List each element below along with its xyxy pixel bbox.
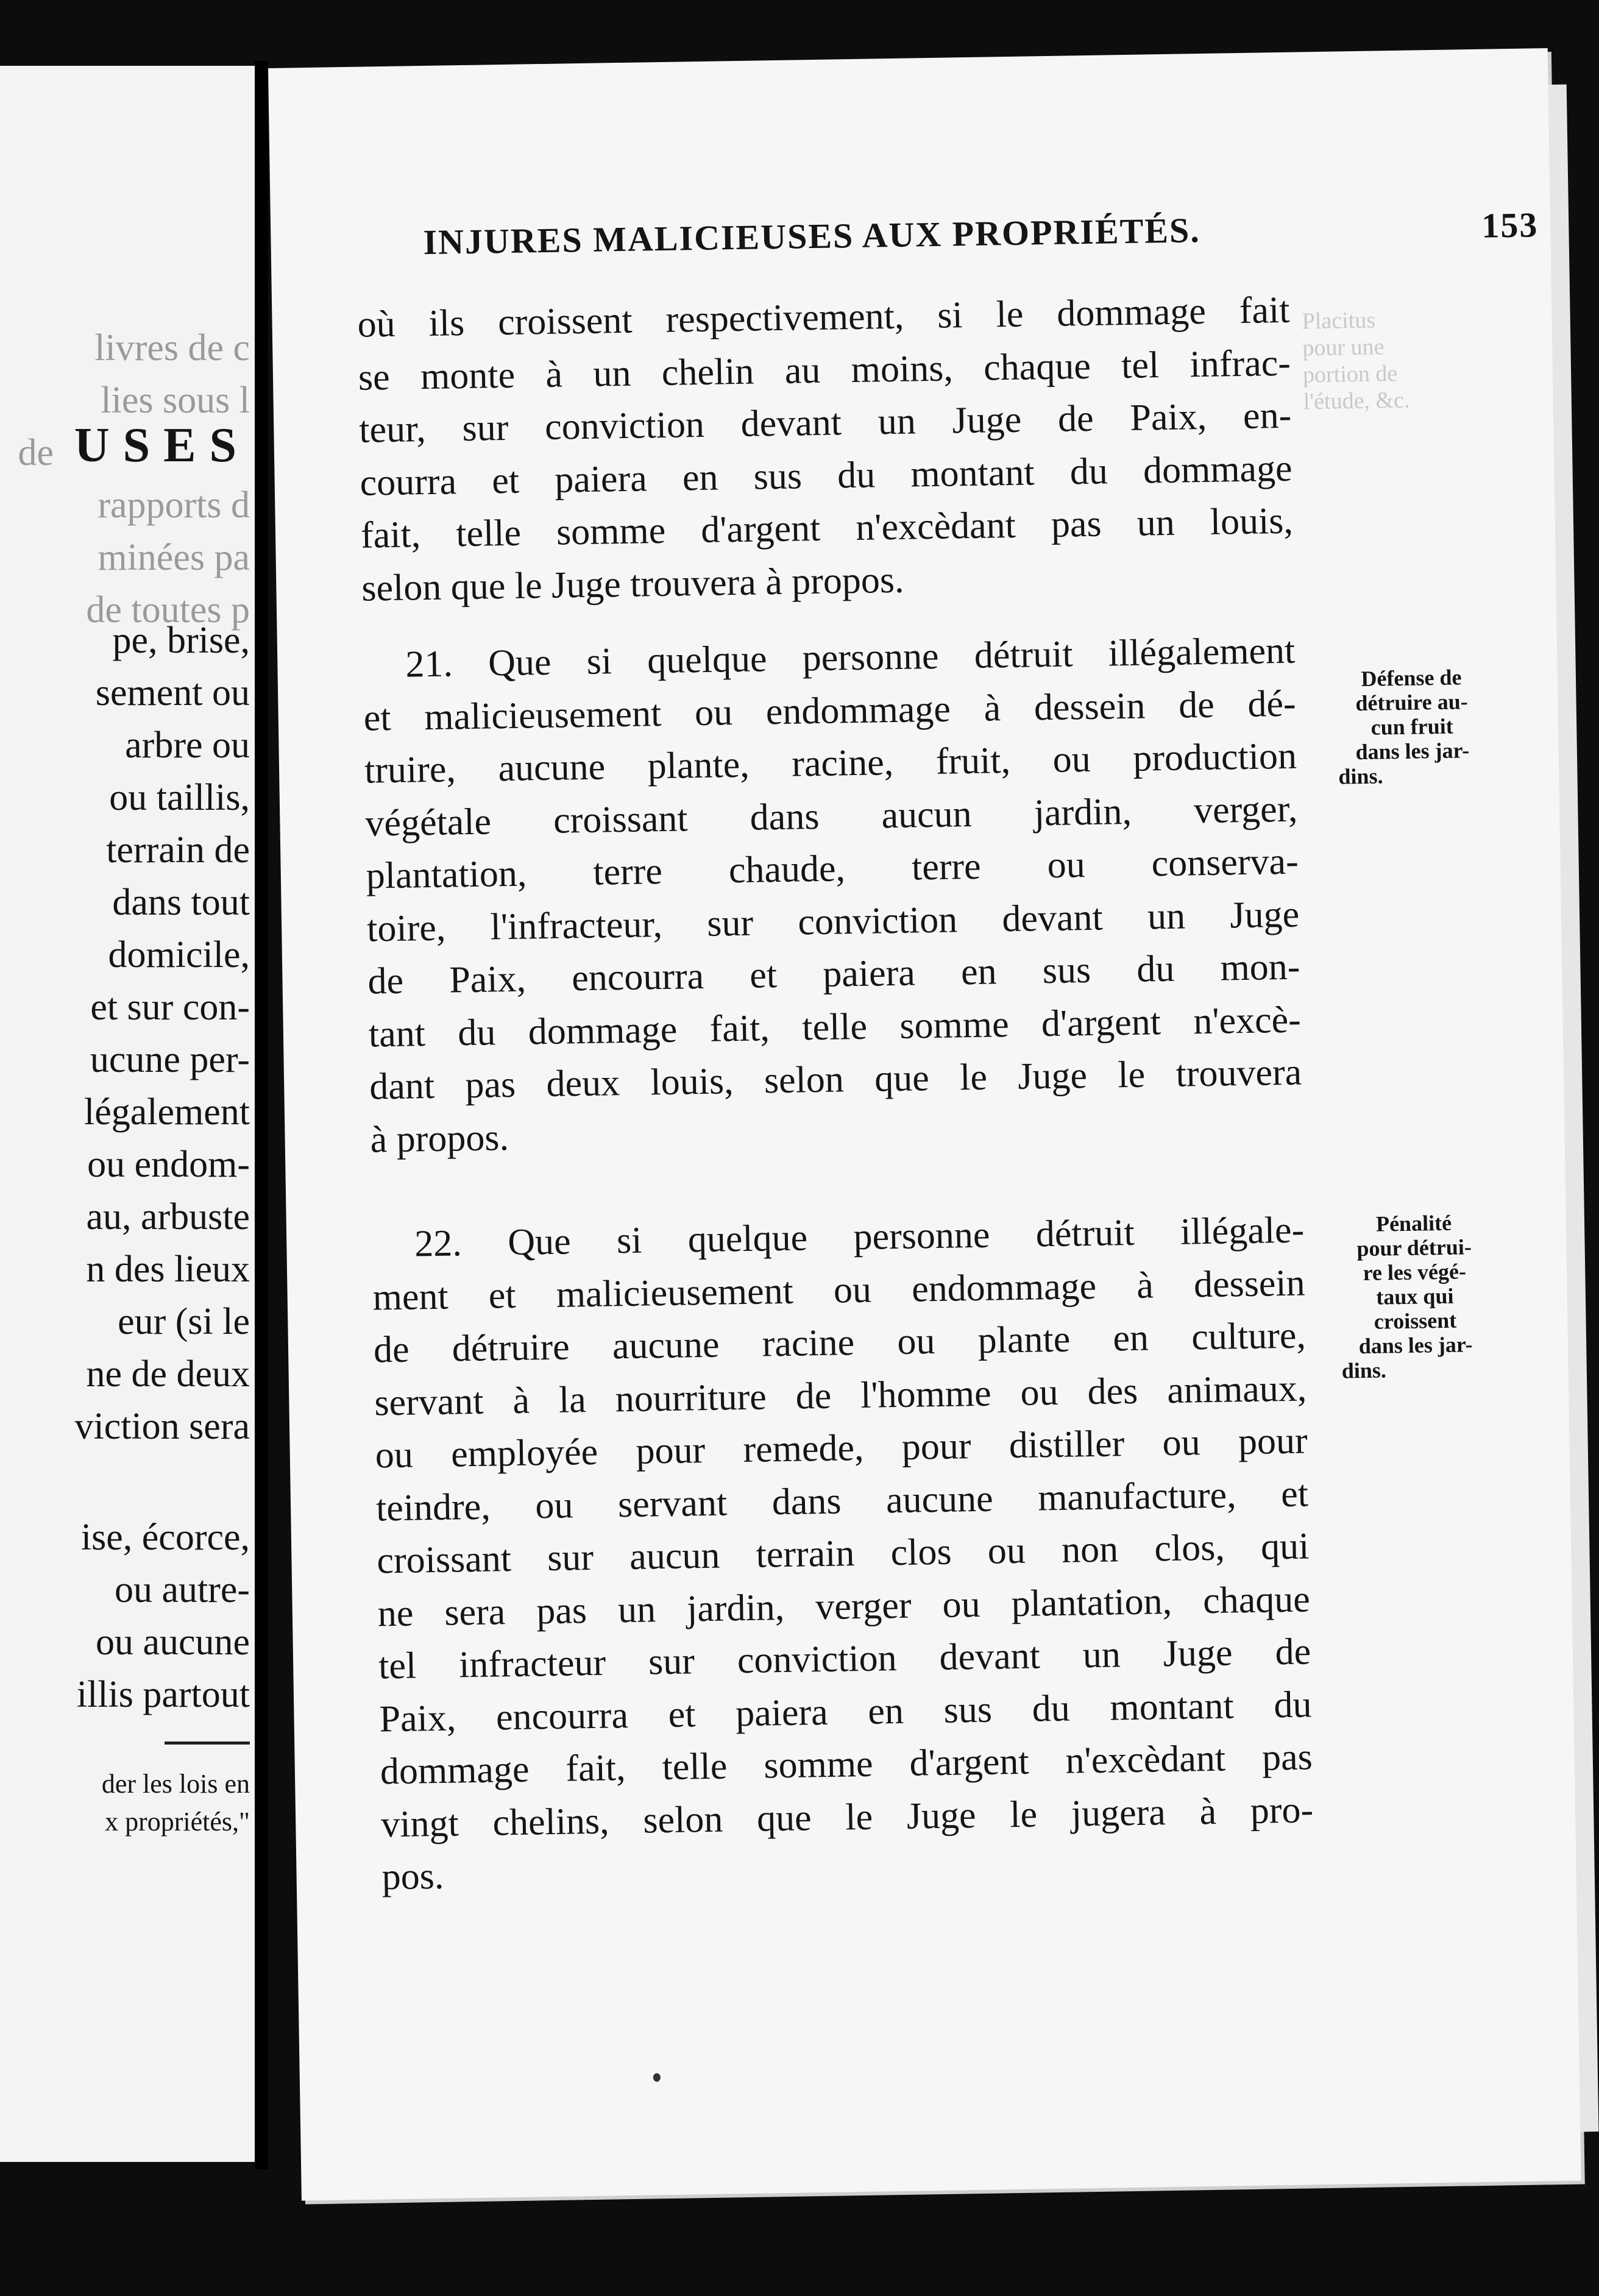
left-footnote-line: x propriétés,": [105, 1807, 250, 1837]
marginal-note-line: croissent: [1374, 1308, 1457, 1334]
left-fragment-line: de toutes p: [86, 589, 250, 631]
left-fragment-line: ucune per-: [90, 1039, 250, 1080]
book-page: [268, 48, 1581, 2201]
left-fragment-line: domicile,: [108, 934, 250, 976]
page-number: 153: [1481, 205, 1539, 246]
marginal-note-penalite: [1335, 1210, 1495, 1383]
left-fragment-line: ise, écorce,: [80, 1517, 250, 1558]
marginal-note-line: dins.: [1338, 764, 1383, 789]
text-line: dommage fait, telle somme d'argent n'excèdant pas: [380, 1736, 1313, 1793]
left-fragment-line: n des lieux: [86, 1249, 250, 1290]
left-page-fragment: [0, 66, 255, 2162]
footnote-rule: [165, 1741, 250, 1745]
text-line: fait, telle somme d'argent n'excèdant pas un louis,: [360, 500, 1294, 556]
text-line: toire, l'infracteur, sur conviction devant un Juge: [366, 893, 1300, 950]
show-through-line: pour une: [1302, 334, 1384, 361]
marginal-note-line: re les végé-: [1363, 1259, 1467, 1286]
text-line: où ils croissent respectivement, si le dommage fait: [357, 289, 1290, 345]
paragraph: [357, 284, 1294, 615]
left-fragment-line: dans tout: [112, 882, 250, 923]
marginal-note-line: dans les jar-: [1358, 1332, 1473, 1359]
left-fragment-line: ou autre-: [114, 1569, 250, 1610]
text-line: ne sera pas un jardin, verger ou plantation, chaque: [377, 1578, 1311, 1634]
marginal-note-line: pour détrui-: [1356, 1235, 1472, 1261]
marginal-note-defense: [1332, 665, 1492, 789]
text-line: 22. Que si quelque personne détruit illégale-: [414, 1209, 1305, 1265]
left-fragment-line: ou taillis,: [109, 777, 250, 818]
text-line: pos.: [381, 1855, 444, 1898]
show-through-note: [1302, 306, 1409, 416]
text-line: teindre, ou servant dans aucune manufacture, et: [375, 1472, 1309, 1529]
marginal-note-line: détruire au-: [1355, 689, 1469, 716]
marginal-note-line: taux qui: [1376, 1283, 1454, 1309]
marginal-note-line: Pénalité: [1375, 1210, 1452, 1236]
text-line: 21. Que si quelque personne détruit illégalement: [405, 629, 1296, 686]
text-line: tant du dommage fait, telle somme d'argent n'excè-: [368, 999, 1302, 1055]
left-fragment-line: rapports d: [98, 484, 250, 526]
left-fragment-line: viction sera: [74, 1406, 250, 1447]
text-line: plantation, terre chaude, terre ou conserva-: [366, 840, 1299, 897]
paragraph-21: [363, 625, 1303, 1166]
left-fragment-line: et sur con-: [90, 987, 250, 1028]
text-line: Paix, encourra et paiera en sus du montant du: [379, 1683, 1312, 1740]
paragraph-22: [372, 1204, 1314, 1904]
left-fragment-line: ou aucune: [95, 1621, 250, 1663]
text-line: et malicieusement ou endommage à dessein de dé-: [363, 682, 1297, 739]
marginal-note-line: dins.: [1341, 1358, 1387, 1383]
left-fragment-line: ne de deux: [86, 1353, 250, 1395]
text-line: croissant sur aucun terrain clos ou non clos, qui: [376, 1525, 1310, 1582]
show-through-line: portion de: [1302, 360, 1398, 388]
marginal-note-line: cun fruit: [1370, 714, 1454, 740]
text-line: courra et paiera en sus du montant du dommage: [360, 447, 1293, 504]
text-line: selon que le Juge trouvera à propos.: [361, 559, 904, 609]
text-line: ou employée pour remede, pour distiller ou pour: [375, 1420, 1308, 1476]
text-line: truire, aucune plante, racine, fruit, ou production: [364, 735, 1297, 792]
text-line: de Paix, encourra et paiera en sus du mon-: [367, 946, 1300, 1002]
left-fragment-line: de: [18, 432, 54, 473]
left-footnote-line: der les lois en: [101, 1769, 250, 1799]
show-through-line: l'étude, &c.: [1303, 387, 1410, 415]
page-edge: [1548, 85, 1599, 2132]
marginal-note-line: dans les jar-: [1355, 738, 1470, 765]
left-fragment-line: illis partout: [76, 1674, 250, 1715]
text-line: dant pas deux louis, selon que le Juge le trouvera: [369, 1051, 1302, 1108]
left-section-heading: USES: [74, 419, 250, 472]
text-line: teur, sur conviction devant un Juge de Paix, en-: [358, 394, 1292, 451]
left-fragment-line: lies sous l: [101, 380, 250, 421]
left-fragment-line: ou endom-: [87, 1144, 250, 1185]
text-line: servant à la nourriture de l'homme ou des animaux,: [374, 1367, 1307, 1424]
text-line: à propos.: [370, 1116, 509, 1161]
book-gutter: [255, 61, 268, 2169]
left-fragment-line: arbre ou: [125, 725, 250, 766]
text-line: de détruire aucune racine ou plante en culture,: [373, 1314, 1306, 1371]
marginal-note-line: Défense de: [1361, 665, 1462, 691]
left-fragment-line: minées pa: [98, 537, 250, 578]
left-fragment-line: légalement: [84, 1091, 250, 1133]
ink-speck: [653, 2073, 661, 2082]
text-line: vingt chelins, selon que le Juge le jugera à pro-: [380, 1788, 1314, 1845]
left-fragment-line: eur (si le: [118, 1301, 250, 1342]
left-fragment-line: sement ou: [95, 672, 250, 714]
left-fragment-line: livres de c: [94, 327, 250, 369]
text-line: se monte à un chelin au moins, chaque tel infrac-: [358, 342, 1291, 399]
running-head: [423, 204, 1539, 263]
left-fragment-line: terrain de: [106, 829, 250, 871]
show-through-line: Placitus: [1302, 307, 1376, 335]
text-line: végétale croissant dans aucun jardin, verger,: [364, 788, 1298, 845]
page-body: [357, 284, 1314, 1904]
text-line: tel infracteur sur conviction devant un Juge de: [378, 1631, 1311, 1687]
left-fragment-line: au, arbuste: [86, 1196, 250, 1238]
text-line: ment et malicieusement ou endommage à dessein: [372, 1262, 1306, 1319]
left-fragment-line: pe, brise,: [112, 620, 250, 661]
running-head-title: INJURES MALICIEUSES AUX PROPRIÉTÉS.: [423, 210, 1201, 263]
